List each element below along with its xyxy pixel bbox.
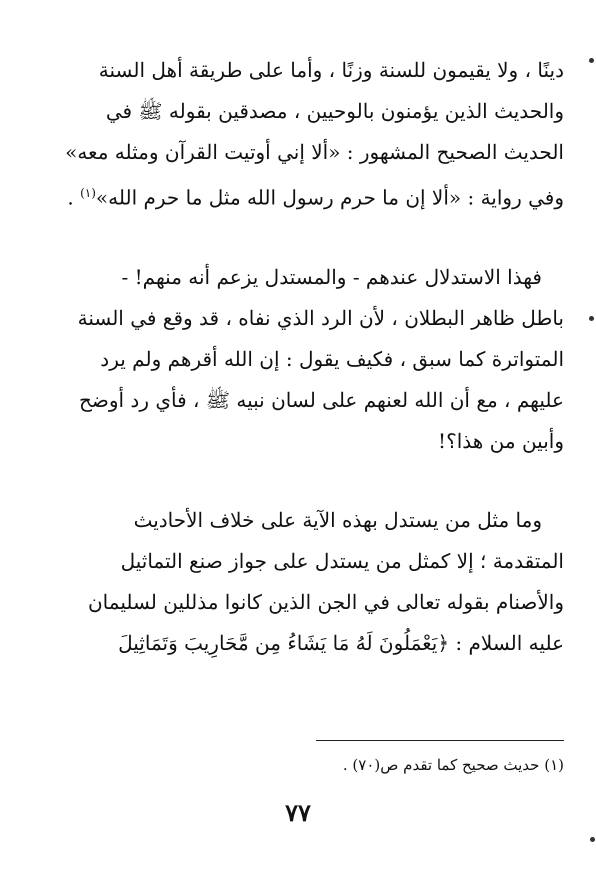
text-line: وما مثل من يستدل بهذه الآية على خلاف الأحاديث xyxy=(133,508,542,532)
sentence-end: . xyxy=(67,185,81,210)
text-line: المتقدمة ؛ إلا كمثل من يستدل على جواز صنع التماثيل xyxy=(120,549,564,573)
page-number: ٧٧ xyxy=(285,798,311,827)
footnote: (١) حديث صحيح كما تقدم ص(٧٠) . xyxy=(342,756,564,774)
edge-mark xyxy=(589,58,594,63)
text-line: فهذا الاستدلال عندهم - والمستدل يزعم أنه منهم! - xyxy=(121,265,542,289)
text-line: وأبين من هذا؟! xyxy=(438,429,564,453)
footnote-divider xyxy=(316,740,564,741)
text-line: دينًا ، ولا يقيمون للسنة وزنًا ، وأما على طريقة أهل السنة xyxy=(98,58,564,82)
edge-mark xyxy=(590,837,595,842)
paragraph-3 xyxy=(24,500,564,664)
paragraph-2 xyxy=(24,257,564,462)
text-line: باطل ظاهر البطلان ، لأن الرد الذي نفاه ، قد وقع في السنة xyxy=(77,306,564,330)
text-line: عليهم ، مع أن الله لعنهم على لسان نبيه ﷺ ، فأي رد أوضح xyxy=(78,388,564,412)
text-line: عليه السلام : ﴿يَعْمَلُونَ لَهُ مَا يَشَاءُ مِن مَّحَارِيبَ وَتَمَاثِيلَ xyxy=(118,631,564,655)
text-line: الحديث الصحيح المشهور : «ألا إني أوتيت القرآن ومثله معه» xyxy=(65,140,564,164)
footnote-marker[interactable]: (١) xyxy=(80,186,96,200)
text-line-content: وفي رواية : «ألا إن ما حرم رسول الله مثل ما حرم الله» xyxy=(95,185,564,210)
text-line: والأصنام بقوله تعالى في الجن الذين كانوا مذللين لسليمان xyxy=(87,590,564,614)
text-line-with-footnote xyxy=(24,173,564,219)
edge-mark xyxy=(589,316,594,321)
paragraph-1 xyxy=(24,50,564,219)
text-line: والحديث الذين يؤمنون بالوحيين ، مصدقين بقوله ﷺ في xyxy=(105,99,564,123)
text-line: المتواترة كما سبق ، فكيف يقول : إن الله أقرهم ولم يرد xyxy=(100,347,564,371)
